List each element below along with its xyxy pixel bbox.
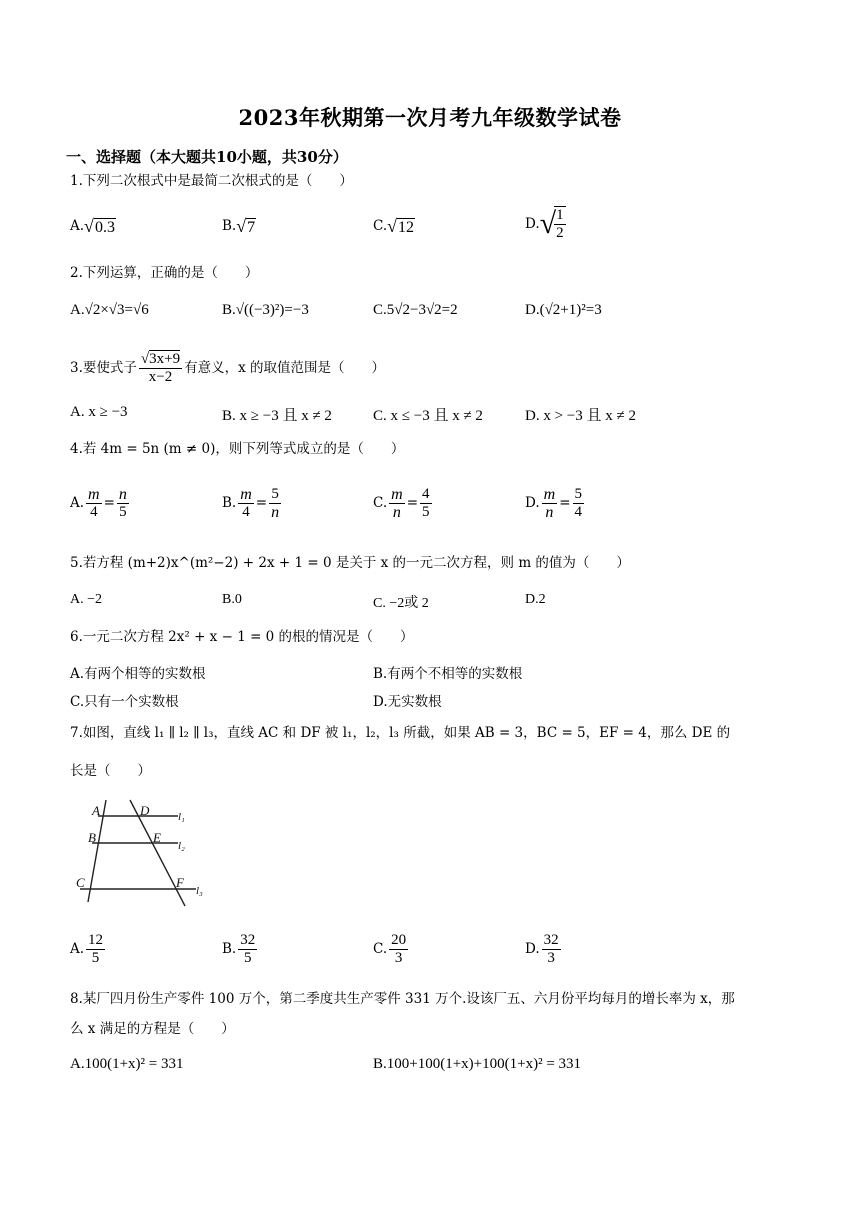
question-8-option-a: A.100(1+x)² = 331 [70, 1056, 184, 1072]
question-4-option-d: D. $\frac{m}{n}$ = $\frac{5}{4}$ [525, 486, 583, 521]
question-6-option-a: A.有两个相等的实数根 [70, 666, 206, 682]
question-7-line-1: 7.如图，直线 l₁ ∥ l₂ ∥ l₃，直线 AC 和 DF 被 l₁，l₂，l₃ 所截，如果 AB = 3，BC = 5，EF = 4，那么 DE 的 [70, 725, 731, 741]
question-7-line-2: 长是（ ） [70, 763, 151, 779]
line-l3-label: l₃ [196, 885, 203, 897]
point-e-label: E [153, 830, 161, 845]
question-3-option-d: D. x > −3 且 x ≠ 2 [525, 408, 636, 424]
line-l1-label: l₁ [178, 811, 185, 823]
question-6-option-c: C.只有一个实数根 [70, 694, 179, 710]
question-8-line-2: 么 x 满足的方程是（ ） [70, 1021, 235, 1037]
question-2-option-c: C.5√2−3√2=2 [373, 302, 458, 318]
question-5-option-d: D.2 [525, 592, 546, 607]
question-2-stem: 2.下列运算，正确的是（ ） [70, 265, 259, 281]
question-8-option-b: B.100+100(1+x)+100(1+x)² = 331 [373, 1056, 582, 1072]
question-1-option-c: C. √ 12 [373, 216, 415, 236]
question-6-stem: 6.一元二次方程 2x² + x − 1 = 0 的根的情况是（ ） [70, 629, 414, 645]
question-6-option-d: D.无实数根 [373, 694, 442, 710]
question-1-option-a: A. √ 0.3 [70, 216, 115, 236]
question-2-option-a: A.√2×√3=√6 [70, 302, 149, 318]
question-7-option-c: C. $\frac{20}{3}$ [373, 932, 407, 966]
question-3-option-a: A. x ≥ −3 [70, 404, 128, 420]
point-d-label: D [140, 803, 150, 818]
question-5-option-b: B.0 [222, 592, 242, 607]
question-4-option-c: C. $\frac{m}{n}$ = $\frac{4}{5}$ [373, 486, 430, 521]
question-2-option-b: B.√((−3)²)=−3 [222, 302, 309, 318]
question-7-option-b: B. $\frac{32}{5}$ [222, 932, 256, 966]
question-8-line-1: 8.某厂四月份生产零件 100 万个，第二季度共生产零件 331 万个.设该厂五、六月份平均每月的增长率为 x，那 [70, 991, 735, 1007]
question-1-option-b: B. √ 7 [222, 216, 256, 236]
point-a-label: A [92, 803, 100, 818]
section-heading: 一、选择题（本大题共10小题，共30分） [66, 148, 348, 166]
question-4-stem: 4.若 4m = 5n (m ≠ 0)，则下列等式成立的是（ ） [70, 441, 405, 457]
question-3-option-b: B. x ≥ −3 且 x ≠ 2 [222, 408, 332, 424]
question-3-stem: 3.要使式子 $\frac{√3x+9}{x-2}$ 有意义，x 的取值范围是（ ） [70, 351, 385, 385]
question-1-option-d: D.√ $\frac{1}{2}$ [525, 207, 564, 241]
question-4-option-a: A. $\frac{m}{4}$ = $\frac{n}{5}$ [70, 486, 127, 520]
question-4-option-b: B. $\frac{m}{4}$ = $\frac{5}{n}$ [222, 486, 280, 521]
question-2-option-d: D.(√2+1)²=3 [525, 302, 602, 318]
question-7-figure [72, 796, 212, 908]
question-5-option-c: C. −2或 2 [373, 596, 429, 611]
point-c-label: C [76, 875, 85, 890]
question-7-option-d: D. $\frac{32}{3}$ [525, 932, 559, 966]
question-1-stem: 1.下列二次根式中是最简二次根式的是（ ） [70, 173, 353, 189]
question-6-option-b: B.有两个不相等的实数根 [373, 666, 523, 682]
line-l2-label: l₂ [178, 840, 185, 852]
point-b-label: B [88, 830, 96, 845]
page-title: 2023年秋期第一次月考九年级数学试卷 [238, 105, 622, 130]
question-7-option-a: A. $\frac{12}{5}$ [70, 932, 104, 966]
question-5-option-a: A. −2 [70, 592, 103, 607]
point-f-label: F [176, 875, 184, 890]
question-3-option-c: C. x ≤ −3 且 x ≠ 2 [373, 408, 483, 424]
question-5-stem: 5.若方程 (m+2)x^(m²−2) + 2x + 1 = 0 是关于 x 的一元二次方程，则 m 的值为（ ） [70, 555, 630, 571]
